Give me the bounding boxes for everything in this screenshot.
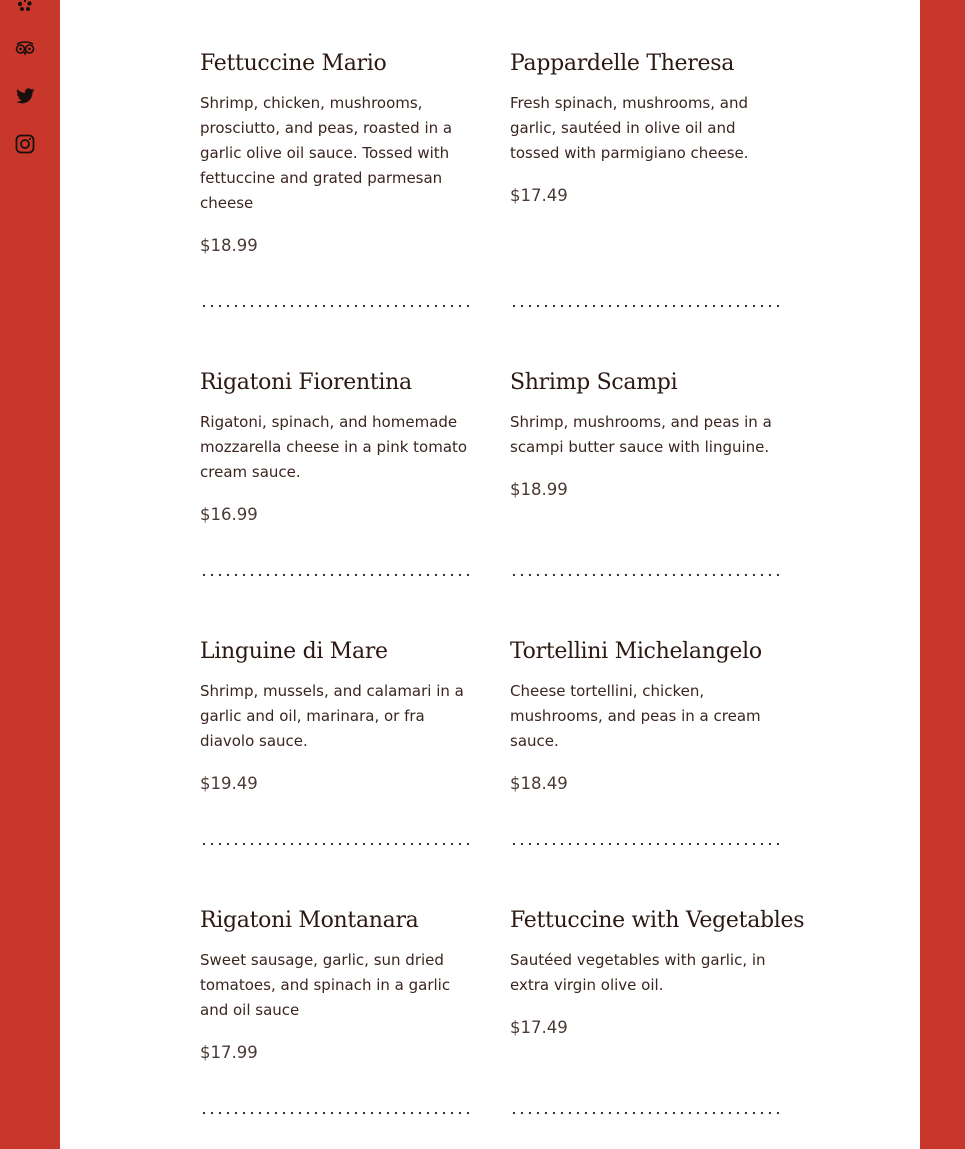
item-name: Linguine di Mare <box>200 639 388 664</box>
item-description: Rigatoni, spinach, and homemade mozzarella cheese in a pink tomato cream sauce. <box>200 413 468 481</box>
item-name: Rigatoni Fiorentina <box>200 370 412 395</box>
item-name: Fettuccine Mario <box>200 51 387 76</box>
menu-item <box>510 369 782 502</box>
item-price: $19.49 <box>200 774 258 793</box>
menu-item <box>200 638 472 796</box>
social-sidebar <box>0 0 60 1149</box>
menu-item <box>510 50 782 208</box>
item-description: Shrimp, chicken, mushrooms, prosciutto, and peas, roasted in a garlic olive oil sauce. Tossed with fettuccine and grated parmesan cheese <box>200 94 453 212</box>
menu-item <box>510 638 782 796</box>
item-price: $17.49 <box>510 186 568 205</box>
menu-content <box>60 0 920 1149</box>
yelp-icon[interactable] <box>14 0 36 14</box>
item-price: $16.99 <box>200 505 258 524</box>
instagram-icon[interactable] <box>14 133 36 155</box>
menu-item <box>510 907 805 1040</box>
item-price: $17.99 <box>200 1043 258 1062</box>
item-name: Rigatoni Montanara <box>200 908 419 933</box>
tripadvisor-icon[interactable] <box>14 37 36 59</box>
dotted-divider <box>200 573 470 577</box>
item-description: Cheese tortellini, chicken, mushrooms, and peas in a cream sauce. <box>510 682 761 750</box>
dotted-divider <box>510 1111 780 1115</box>
item-name: Shrimp Scampi <box>510 370 678 395</box>
item-description: Sweet sausage, garlic, sun dried tomatoes, and spinach in a garlic and oil sauce <box>200 951 451 1019</box>
dotted-divider <box>510 842 780 846</box>
menu-item <box>200 50 472 258</box>
dotted-divider <box>200 304 470 308</box>
menu-item <box>200 369 472 527</box>
item-description: Sautéed vegetables with garlic, in extra virgin olive oil. <box>510 951 766 994</box>
right-border-band <box>920 0 965 1149</box>
item-description: Shrimp, mussels, and calamari in a garlic and oil, marinara, or fra diavolo sauce. <box>200 682 464 750</box>
item-price: $18.49 <box>510 774 568 793</box>
item-name: Fettuccine with Vegetables <box>510 908 805 933</box>
dotted-divider <box>510 573 780 577</box>
item-name: Pappardelle Theresa <box>510 51 735 76</box>
item-name: Tortellini Michelangelo <box>510 639 762 664</box>
item-price: $18.99 <box>200 236 258 255</box>
item-description: Fresh spinach, mushrooms, and garlic, sautéed in olive oil and tossed with parmigiano cheese. <box>510 94 749 162</box>
dotted-divider <box>200 842 470 846</box>
item-price: $18.99 <box>510 480 568 499</box>
dotted-divider <box>200 1111 470 1115</box>
item-description: Shrimp, mushrooms, and peas in a scampi butter sauce with linguine. <box>510 413 772 456</box>
item-price: $17.49 <box>510 1018 568 1037</box>
menu-item <box>200 907 472 1065</box>
twitter-icon[interactable] <box>14 85 36 107</box>
dotted-divider <box>510 304 780 308</box>
